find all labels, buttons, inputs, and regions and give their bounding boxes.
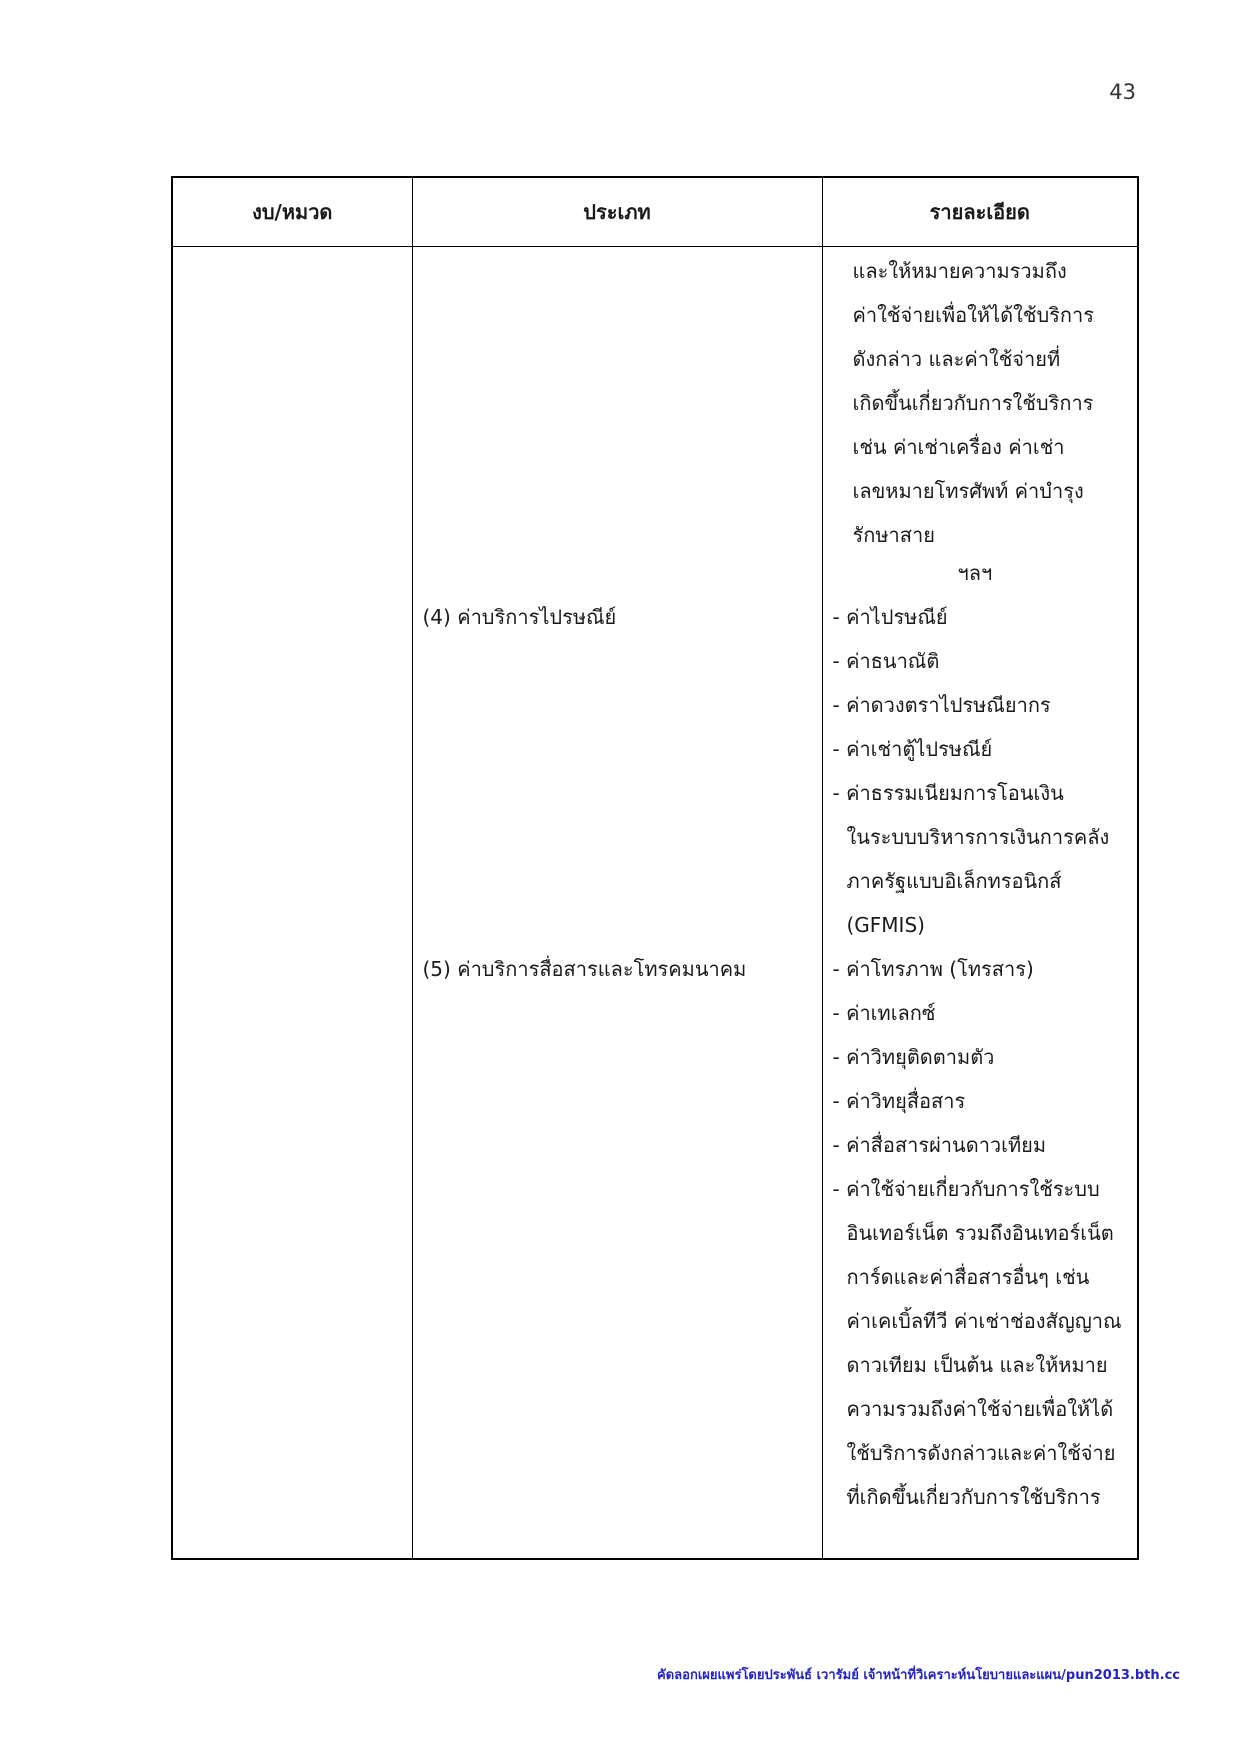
page-number: 43 bbox=[1109, 80, 1136, 104]
detail-line: ดังกล่าว และค่าใช้จ่ายที่ bbox=[852, 347, 1061, 371]
header-type: ประเภท bbox=[412, 177, 822, 247]
detail-line: ดาวเทียม เป็นต้น และให้หมาย bbox=[846, 1353, 1108, 1377]
detail-line: ความรวมถึงค่าใช้จ่ายเพื่อให้ได้ bbox=[846, 1397, 1114, 1421]
details-cell bbox=[822, 247, 1138, 1560]
table-row bbox=[172, 247, 1138, 1560]
detail-line: ใช้บริการดังกล่าวและค่าใช้จ่าย bbox=[846, 1441, 1116, 1465]
detail-line: - ค่าใช้จ่ายเกี่ยวกับการใช้ระบบ bbox=[832, 1177, 1100, 1201]
detail-line: ในระบบบริหารการเงินการคลัง bbox=[846, 825, 1110, 849]
detail-line: เกิดขึ้นเกี่ยวกับการใช้บริการ bbox=[852, 391, 1094, 415]
detail-line: - ค่าเทเลกซ์ bbox=[832, 1001, 936, 1025]
detail-line: ค่าใช้จ่ายเพื่อให้ได้ใช้บริการ bbox=[852, 303, 1095, 327]
detail-line: - ค่าวิทยุสื่อสาร bbox=[832, 1089, 966, 1113]
detail-line: (GFMIS) bbox=[846, 913, 925, 937]
detail-line: ฯลฯ bbox=[957, 561, 993, 585]
detail-line: ที่เกิดขึ้นเกี่ยวกับการใช้บริการ bbox=[846, 1485, 1101, 1509]
detail-line: การ์ดและค่าสื่อสารอื่นๆ เช่น bbox=[846, 1265, 1090, 1289]
detail-line: ภาครัฐแบบอิเล็กทรอนิกส์ bbox=[846, 869, 1062, 893]
table-header-row bbox=[172, 177, 1138, 247]
header-category: งบ/หมวด bbox=[172, 177, 412, 247]
header-details: รายละเอียด bbox=[822, 177, 1138, 247]
detail-line: - ค่าธรรมเนียมการโอนเงิน bbox=[832, 781, 1064, 805]
type-item-telecom: (5) ค่าบริการสื่อสารและโทรคมนาคม bbox=[422, 957, 747, 981]
detail-line: ค่าเคเบิ้ลทีวี ค่าเช่าช่องสัญญาณ bbox=[846, 1309, 1122, 1333]
type-cell bbox=[412, 247, 822, 1560]
detail-line: - ค่าไปรษณีย์ bbox=[832, 605, 948, 629]
detail-line: เช่น ค่าเช่าเครื่อง ค่าเช่า bbox=[852, 435, 1065, 459]
detail-line: เลขหมายโทรศัพท์ ค่าบำรุง bbox=[852, 479, 1084, 503]
detail-line: - ค่าสื่อสารผ่านดาวเทียม bbox=[832, 1133, 1047, 1157]
detail-line: - ค่าเช่าตู้ไปรษณีย์ bbox=[832, 737, 993, 761]
detail-line: - ค่าดวงตราไปรษณียากร bbox=[832, 693, 1051, 717]
detail-line: - ค่าโทรภาพ (โทรสาร) bbox=[832, 957, 1034, 981]
footer-credit: คัดลอกเผยแพร่โดยประพันธ์ เวารัมย์ เจ้าหน้าที่วิเคราะห์นโยบายและแผน/pun2013.bth.cc bbox=[657, 1668, 1180, 1683]
detail-line: และให้หมายความรวมถึง bbox=[852, 259, 1067, 283]
detail-line: อินเทอร์เน็ต รวมถึงอินเทอร์เน็ต bbox=[846, 1221, 1114, 1245]
type-item-postal: (4) ค่าบริการไปรษณีย์ bbox=[422, 605, 617, 629]
budget-detail-table bbox=[171, 176, 1139, 1560]
detail-line: - ค่าธนาณัติ bbox=[832, 649, 940, 673]
category-cell bbox=[172, 247, 412, 1560]
detail-line: - ค่าวิทยุติดตามตัว bbox=[832, 1045, 995, 1069]
detail-line: รักษาสาย bbox=[852, 523, 935, 547]
